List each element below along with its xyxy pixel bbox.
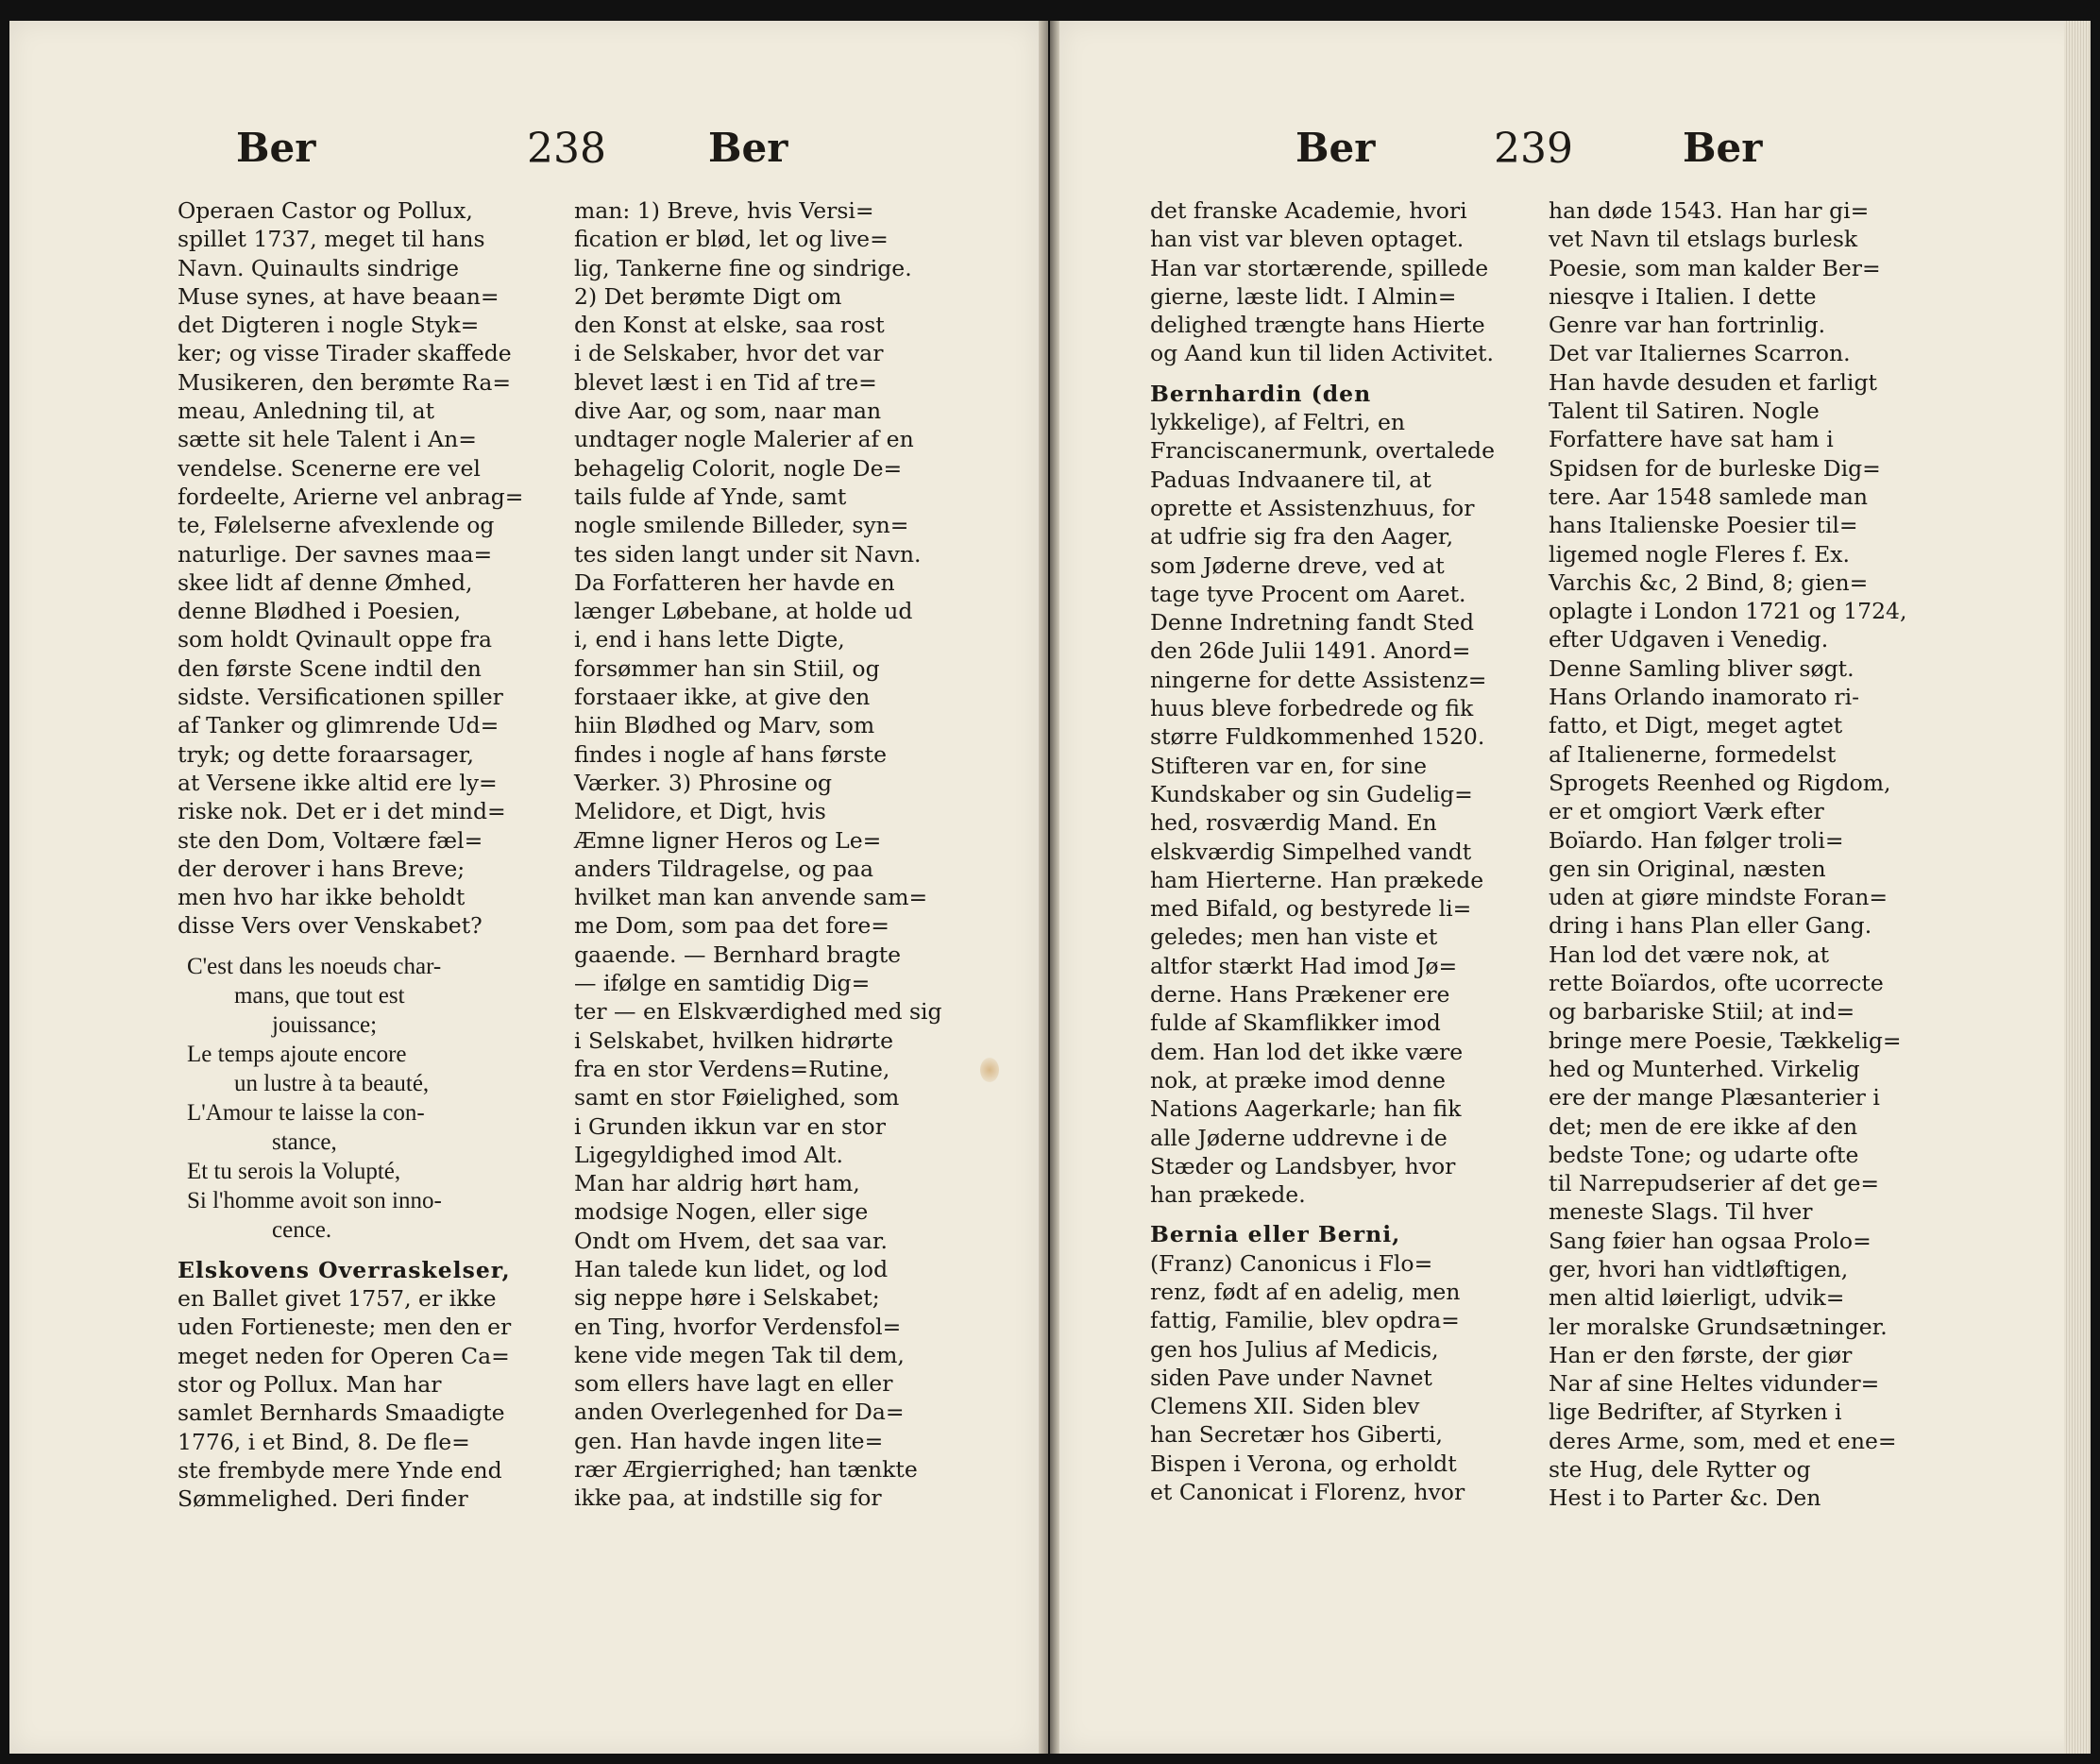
text-line: oplagte i London 1721 og 1724, xyxy=(1549,598,1907,625)
text-line: efter Udgaven i Venedig. xyxy=(1549,626,1829,653)
head-right-word: Ber xyxy=(1683,125,1763,171)
text-line: en Ting, hvorfor Verdensfol= xyxy=(574,1313,902,1340)
text-line: Værker. 3) Phrosine og xyxy=(574,769,833,796)
text-line: elskværdig Simpelhed vandt xyxy=(1150,838,1472,865)
text-line: forsømmer han sin Stiil, og xyxy=(574,654,880,682)
text-line: 1776, i et Bind, 8. De fle= xyxy=(178,1428,470,1455)
text-line: — ifølge en samtidig Dig= xyxy=(574,970,871,997)
text-line: hans Italienske Poesier til= xyxy=(1549,512,1858,539)
verse-line: mans, que tout est xyxy=(234,982,405,1009)
text-line: Genre var han fortrinlig. xyxy=(1549,312,1826,339)
text-line: ligemed nogle Fleres f. Ex. xyxy=(1549,540,1850,568)
text-line: gierne, læste lidt. I Almin= xyxy=(1150,282,1457,310)
text-line: man: 1) Breve, hvis Versi= xyxy=(574,197,874,224)
text-line: Boïardo. Han følger troli= xyxy=(1549,826,1844,854)
text-line: Ligegyldighed imod Alt. xyxy=(574,1141,843,1168)
text-line: som holdt Qvinault oppe fra xyxy=(178,626,493,653)
text-line: modsige Nogen, eller sige xyxy=(574,1198,869,1226)
text-line: lige Bedrifter, af Styrken i xyxy=(1549,1399,1842,1426)
text-line: men hvo har ikke beholdt xyxy=(178,884,466,911)
text-line: et Canonicat i Florenz, hvor xyxy=(1150,1479,1465,1506)
text-line: Bernhardin (den xyxy=(1150,380,1372,407)
text-line: af Italienerne, formedelst xyxy=(1549,740,1837,768)
text-line: denne Blødhed i Poesien, xyxy=(178,598,462,625)
text-line: nogle smilende Billeder, syn= xyxy=(574,512,909,539)
text-line: behagelig Colorit, nogle De= xyxy=(574,454,903,482)
text-line: meau, Anledning til, at xyxy=(178,398,435,425)
text-line: gen sin Original, næsten xyxy=(1549,855,1826,882)
text-line: Han talede kun lidet, og lod xyxy=(574,1255,889,1282)
text-line: som ellers have lagt en eller xyxy=(574,1370,893,1398)
text-line: Clemens XII. Siden blev xyxy=(1150,1393,1420,1420)
text-line: og Aand kun til liden Activitet. xyxy=(1150,340,1494,367)
head-right-word: Ber xyxy=(708,125,788,171)
text-line: ter — en Elskværdighed med sig xyxy=(574,998,942,1026)
text-line: længer Løbebane, at holde ud xyxy=(574,598,913,625)
text-line: samlet Bernhards Smaadigte xyxy=(178,1399,505,1427)
text-line: at Versene ikke altid ere ly= xyxy=(178,769,498,796)
verse-line: stance, xyxy=(272,1128,337,1155)
text-line: Talent til Satiren. Nogle xyxy=(1549,398,1820,425)
verse-line: C'est dans les noeuds char- xyxy=(187,953,442,979)
text-line: Bispen i Verona, og erholdt xyxy=(1150,1450,1457,1477)
text-line: ham Hierterne. Han prækede xyxy=(1150,866,1484,893)
text-line: det Digteren i nogle Styk= xyxy=(178,312,480,339)
head-left-word: Ber xyxy=(236,125,316,171)
verse-line: Et tu serois la Volupté, xyxy=(187,1158,401,1184)
right-page xyxy=(1059,21,2091,1754)
text-line: større Fuldkommenhed 1520. xyxy=(1150,723,1485,751)
text-line: renz, født af en adelig, men xyxy=(1150,1278,1461,1305)
text-line: Varchis &c, 2 Bind, 8; gien= xyxy=(1549,568,1869,596)
text-line: og barbariske Stiil; at ind= xyxy=(1549,998,1855,1026)
text-line: spillet 1737, meget til hans xyxy=(178,226,485,253)
text-line: fordeelte, Arierne vel anbrag= xyxy=(178,483,524,510)
text-line: Han var stortærende, spillede xyxy=(1150,254,1489,281)
column-2 xyxy=(1549,196,1931,1513)
text-line: Paduas Indvaanere til, at xyxy=(1150,466,1431,493)
text-line: hiin Blødhed og Marv, som xyxy=(574,712,875,739)
text-line: Æmne ligner Heros og Le= xyxy=(574,826,882,854)
text-line: uden Fortieneste; men den er xyxy=(178,1314,512,1341)
text-line: tere. Aar 1548 samlede man xyxy=(1549,483,1869,510)
text-line: tails fulde af Ynde, samt xyxy=(574,483,847,510)
text-line: deres Arme, som, med et ene= xyxy=(1549,1427,1897,1454)
left-page xyxy=(9,21,1039,1754)
text-line: men altid løierligt, udvik= xyxy=(1549,1284,1845,1312)
text-line: Man har aldrig hørt ham, xyxy=(574,1170,860,1197)
text-line: en Ballet givet 1757, er ikke xyxy=(178,1285,497,1313)
text-line: tryk; og dette foraarsager, xyxy=(178,740,474,768)
text-line: det franske Academie, hvori xyxy=(1150,197,1467,224)
text-line: Spidsen for de burleske Dig= xyxy=(1549,454,1881,482)
running-head xyxy=(9,125,1039,181)
text-line: ningerne for dette Assistenz= xyxy=(1150,666,1487,693)
text-line: niesqve i Italien. I dette xyxy=(1549,282,1817,310)
paragraph-gap xyxy=(178,1245,560,1256)
text-line: samt en stor Føielighed, som xyxy=(574,1084,900,1111)
page-number: 239 xyxy=(1494,125,1573,173)
text-line: Elskovens Overraskelser, xyxy=(178,1256,511,1283)
text-line: tage tyve Procent om Aaret. xyxy=(1150,580,1466,607)
text-line: Sang føier han ogsaa Prolo= xyxy=(1549,1227,1871,1254)
text-line: kene vide megen Tak til dem, xyxy=(574,1341,905,1368)
text-line: huus bleve forbedrede og fik xyxy=(1150,695,1474,722)
text-line: fication er blød, let og live= xyxy=(574,226,889,253)
text-line: fulde af Skamflikker imod xyxy=(1150,1009,1441,1037)
text-line: oprette et Assistenzhuus, for xyxy=(1150,494,1475,521)
text-line: dive Aar, og som, naar man xyxy=(574,398,882,425)
text-line: hvilket man kan anvende sam= xyxy=(574,884,928,911)
text-line: Forfattere have sat ham i xyxy=(1549,426,1834,453)
text-line: Sprogets Reenhed og Rigdom, xyxy=(1549,769,1891,796)
verse-line: un lustre à ta beauté, xyxy=(234,1070,430,1096)
text-line: Bernia eller Berni, xyxy=(1150,1221,1401,1248)
text-line: ste den Dom, Voltære fæl= xyxy=(178,826,483,854)
text-line: derne. Hans Prækener ere xyxy=(1150,981,1450,1009)
verse-line: jouissance; xyxy=(272,1011,378,1038)
text-line: anders Tildragelse, og paa xyxy=(574,855,873,882)
text-line: den 26de Julii 1491. Anord= xyxy=(1150,637,1471,665)
column-1 xyxy=(178,196,560,1513)
paper-stain xyxy=(980,1058,999,1082)
text-line: dem. Han lod det ikke være xyxy=(1150,1038,1464,1065)
text-line: 2) Det berømte Digt om xyxy=(574,282,842,310)
text-line: tes siden langt under sit Navn. xyxy=(574,540,922,568)
text-line: gen. Han havde ingen lite= xyxy=(574,1427,884,1454)
text-line: vendelse. Scenerne ere vel xyxy=(178,454,481,482)
text-line: det; men de ere ikke af den xyxy=(1549,1112,1858,1140)
text-line: Hans Orlando inamorato ri- xyxy=(1549,684,1860,711)
text-line: i de Selskaber, hvor det var xyxy=(574,340,884,367)
text-line: sidste. Versificationen spiller xyxy=(178,684,503,711)
text-line: af Tanker og glimrende Ud= xyxy=(178,712,500,739)
text-line: nok, at præke imod denne xyxy=(1150,1066,1446,1094)
text-line: rær Ærgierrighed; han tænkte xyxy=(574,1456,918,1484)
text-line: Muse synes, at have beaan= xyxy=(178,282,500,310)
gutter-shadow xyxy=(1039,21,1048,1754)
text-line: ste frembyde mere Ynde end xyxy=(178,1456,502,1484)
text-line: Han havde desuden et farligt xyxy=(1549,368,1877,396)
text-line: uden at giøre mindste Foran= xyxy=(1549,884,1888,911)
text-line: Han lod det være nok, at xyxy=(1549,941,1830,968)
text-line: han døde 1543. Han har gi= xyxy=(1549,197,1870,224)
text-line: gaaende. — Bernhard bragte xyxy=(574,941,902,968)
text-line: blevet læst i en Tid af tre= xyxy=(574,368,877,396)
text-line: han vist var bleven optaget. xyxy=(1150,226,1465,253)
text-line: der derover i hans Breve; xyxy=(178,855,466,882)
head-left-word: Ber xyxy=(1296,125,1376,171)
text-line: stor og Pollux. Man har xyxy=(178,1370,442,1398)
text-line: delighed trængte hans Hierte xyxy=(1150,312,1485,339)
column-2 xyxy=(574,196,957,1513)
text-line: vet Navn til etslags burlesk xyxy=(1549,226,1858,253)
text-line: at udfrie sig fra den Aager, xyxy=(1150,523,1454,551)
text-line: Sømmelighed. Deri finder xyxy=(178,1485,468,1513)
text-line: sig neppe høre i Selskabet; xyxy=(574,1284,880,1312)
text-line: i Grunden ikkun var en stor xyxy=(574,1112,886,1140)
french-verse xyxy=(178,952,560,1245)
text-line: altfor stærkt Had imod Jø= xyxy=(1150,952,1458,979)
text-line: gen hos Julius af Medicis, xyxy=(1150,1335,1439,1363)
text-line: er et omgiort Værk efter xyxy=(1549,798,1824,825)
text-line: den første Scene indtil den xyxy=(178,654,482,682)
text-line: geledes; men han viste et xyxy=(1150,924,1438,951)
text-line: bringe mere Poesie, Tækkelig= xyxy=(1549,1026,1902,1054)
text-line: Denne Indretning fandt Sted xyxy=(1150,609,1475,636)
text-line: lykkelige), af Feltri, en xyxy=(1150,409,1406,436)
text-line: disse Vers over Venskabet? xyxy=(178,912,483,940)
text-line: Hest i to Parter &c. Den xyxy=(1549,1484,1821,1512)
text-line: ler moralske Grundsætninger. xyxy=(1549,1313,1888,1340)
text-line: undtager nogle Malerier af en xyxy=(574,426,914,453)
text-line: Nar af sine Heltes vidunder= xyxy=(1549,1370,1880,1398)
text-line: den Konst at elske, saa rost xyxy=(574,312,885,339)
text-line: forstaaer ikke, at give den xyxy=(574,684,871,711)
text-line: Ondt om Hvem, det saa var. xyxy=(574,1227,888,1254)
paragraph-gap xyxy=(178,941,560,952)
verse-line: Le temps ajoute encore xyxy=(187,1041,407,1067)
paragraph-gap xyxy=(1150,1209,1533,1220)
text-line: alle Jøderne uddrevne i de xyxy=(1150,1124,1448,1151)
text-line: me Dom, som paa det fore= xyxy=(574,912,889,940)
verse-line: L'Amour te laisse la con- xyxy=(187,1099,425,1126)
text-line: i, end i hans lette Digte, xyxy=(574,626,845,653)
text-line: Musikeren, den berømte Ra= xyxy=(178,368,512,396)
text-line: med Bifald, og bestyrede li= xyxy=(1150,895,1472,923)
text-line: riske nok. Det er i det mind= xyxy=(178,798,506,825)
text-line: skee lidt af denne Ømhed, xyxy=(178,568,473,596)
column-1 xyxy=(1150,196,1533,1506)
text-line: som Jøderne dreve, ved at xyxy=(1150,551,1445,579)
gutter-shadow xyxy=(1050,21,1059,1754)
text-line: Da Forfatteren her havde en xyxy=(574,568,895,596)
text-line: ger, hvori han vidtløftigen, xyxy=(1549,1255,1849,1282)
text-line: Navn. Quinaults sindrige xyxy=(178,254,460,281)
text-line: Stæder og Landsbyer, hvor xyxy=(1150,1152,1456,1179)
text-line: naturlige. Der savnes maa= xyxy=(178,540,493,568)
text-line: Han er den første, der giør xyxy=(1549,1341,1853,1368)
text-line: Kundskaber og sin Gudelig= xyxy=(1150,780,1473,807)
text-line: Det var Italiernes Scarron. xyxy=(1549,340,1851,367)
text-line: ker; og visse Tirader skaffede xyxy=(178,340,512,367)
text-line: fattig, Familie, blev opdra= xyxy=(1150,1307,1460,1334)
paragraph-gap xyxy=(1150,368,1533,380)
text-line: findes i nogle af hans første xyxy=(574,740,887,768)
text-line: Nations Aagerkarle; han fik xyxy=(1150,1095,1462,1123)
text-line: hed, rosværdig Mand. En xyxy=(1150,809,1437,837)
text-line: i Selskabet, hvilken hidrørte xyxy=(574,1026,894,1054)
text-line: rette Boïardos, ofte ucorrecte xyxy=(1549,970,1884,997)
text-line: Stifteren var en, for sine xyxy=(1150,752,1427,779)
text-line: Poesie, som man kalder Ber= xyxy=(1549,254,1881,281)
text-line: dring i hans Plan eller Gang. xyxy=(1549,912,1872,940)
text-line: te, Følelserne afvexlende og xyxy=(178,512,495,539)
page-edges xyxy=(2064,21,2091,1754)
text-line: Denne Samling bliver søgt. xyxy=(1549,654,1854,682)
text-line: sætte sit hele Talent i An= xyxy=(178,426,477,453)
text-line: Franciscanermunk, overtalede xyxy=(1150,437,1495,465)
text-line: han prækede. xyxy=(1150,1181,1306,1209)
text-line: ste Hug, dele Rytter og xyxy=(1549,1456,1811,1484)
text-line: Operaen Castor og Pollux, xyxy=(178,197,473,224)
text-line: meneste Slags. Til hver xyxy=(1549,1198,1813,1226)
text-line: anden Overlegenhed for Da= xyxy=(574,1399,905,1426)
text-line: (Franz) Canonicus i Flo= xyxy=(1150,1249,1433,1277)
text-line: fatto, et Digt, meget agtet xyxy=(1549,712,1843,739)
text-line: ere der mange Plæsanterier i xyxy=(1549,1084,1880,1111)
text-line: han Secretær hos Giberti, xyxy=(1150,1421,1444,1449)
text-line: lig, Tankerne fine og sindrige. xyxy=(574,254,912,281)
text-line: ikke paa, at indstille sig for xyxy=(574,1484,882,1512)
text-line: hed og Munterhed. Virkelig xyxy=(1549,1055,1860,1082)
text-line: til Narrepudserier af det ge= xyxy=(1549,1170,1880,1197)
text-line: fra en stor Verdens=Rutine, xyxy=(574,1055,890,1082)
verse-line: Si l'homme avoit son inno- xyxy=(187,1187,442,1213)
page-number: 238 xyxy=(527,125,606,173)
text-line: Melidore, et Digt, hvis xyxy=(574,798,826,825)
text-line: siden Pave under Navnet xyxy=(1150,1364,1432,1391)
verse-line: cence. xyxy=(272,1216,332,1243)
running-head xyxy=(1059,125,2091,181)
text-line: bedste Tone; og udarte ofte xyxy=(1549,1141,1859,1168)
text-line: meget neden for Operen Ca= xyxy=(178,1342,510,1369)
